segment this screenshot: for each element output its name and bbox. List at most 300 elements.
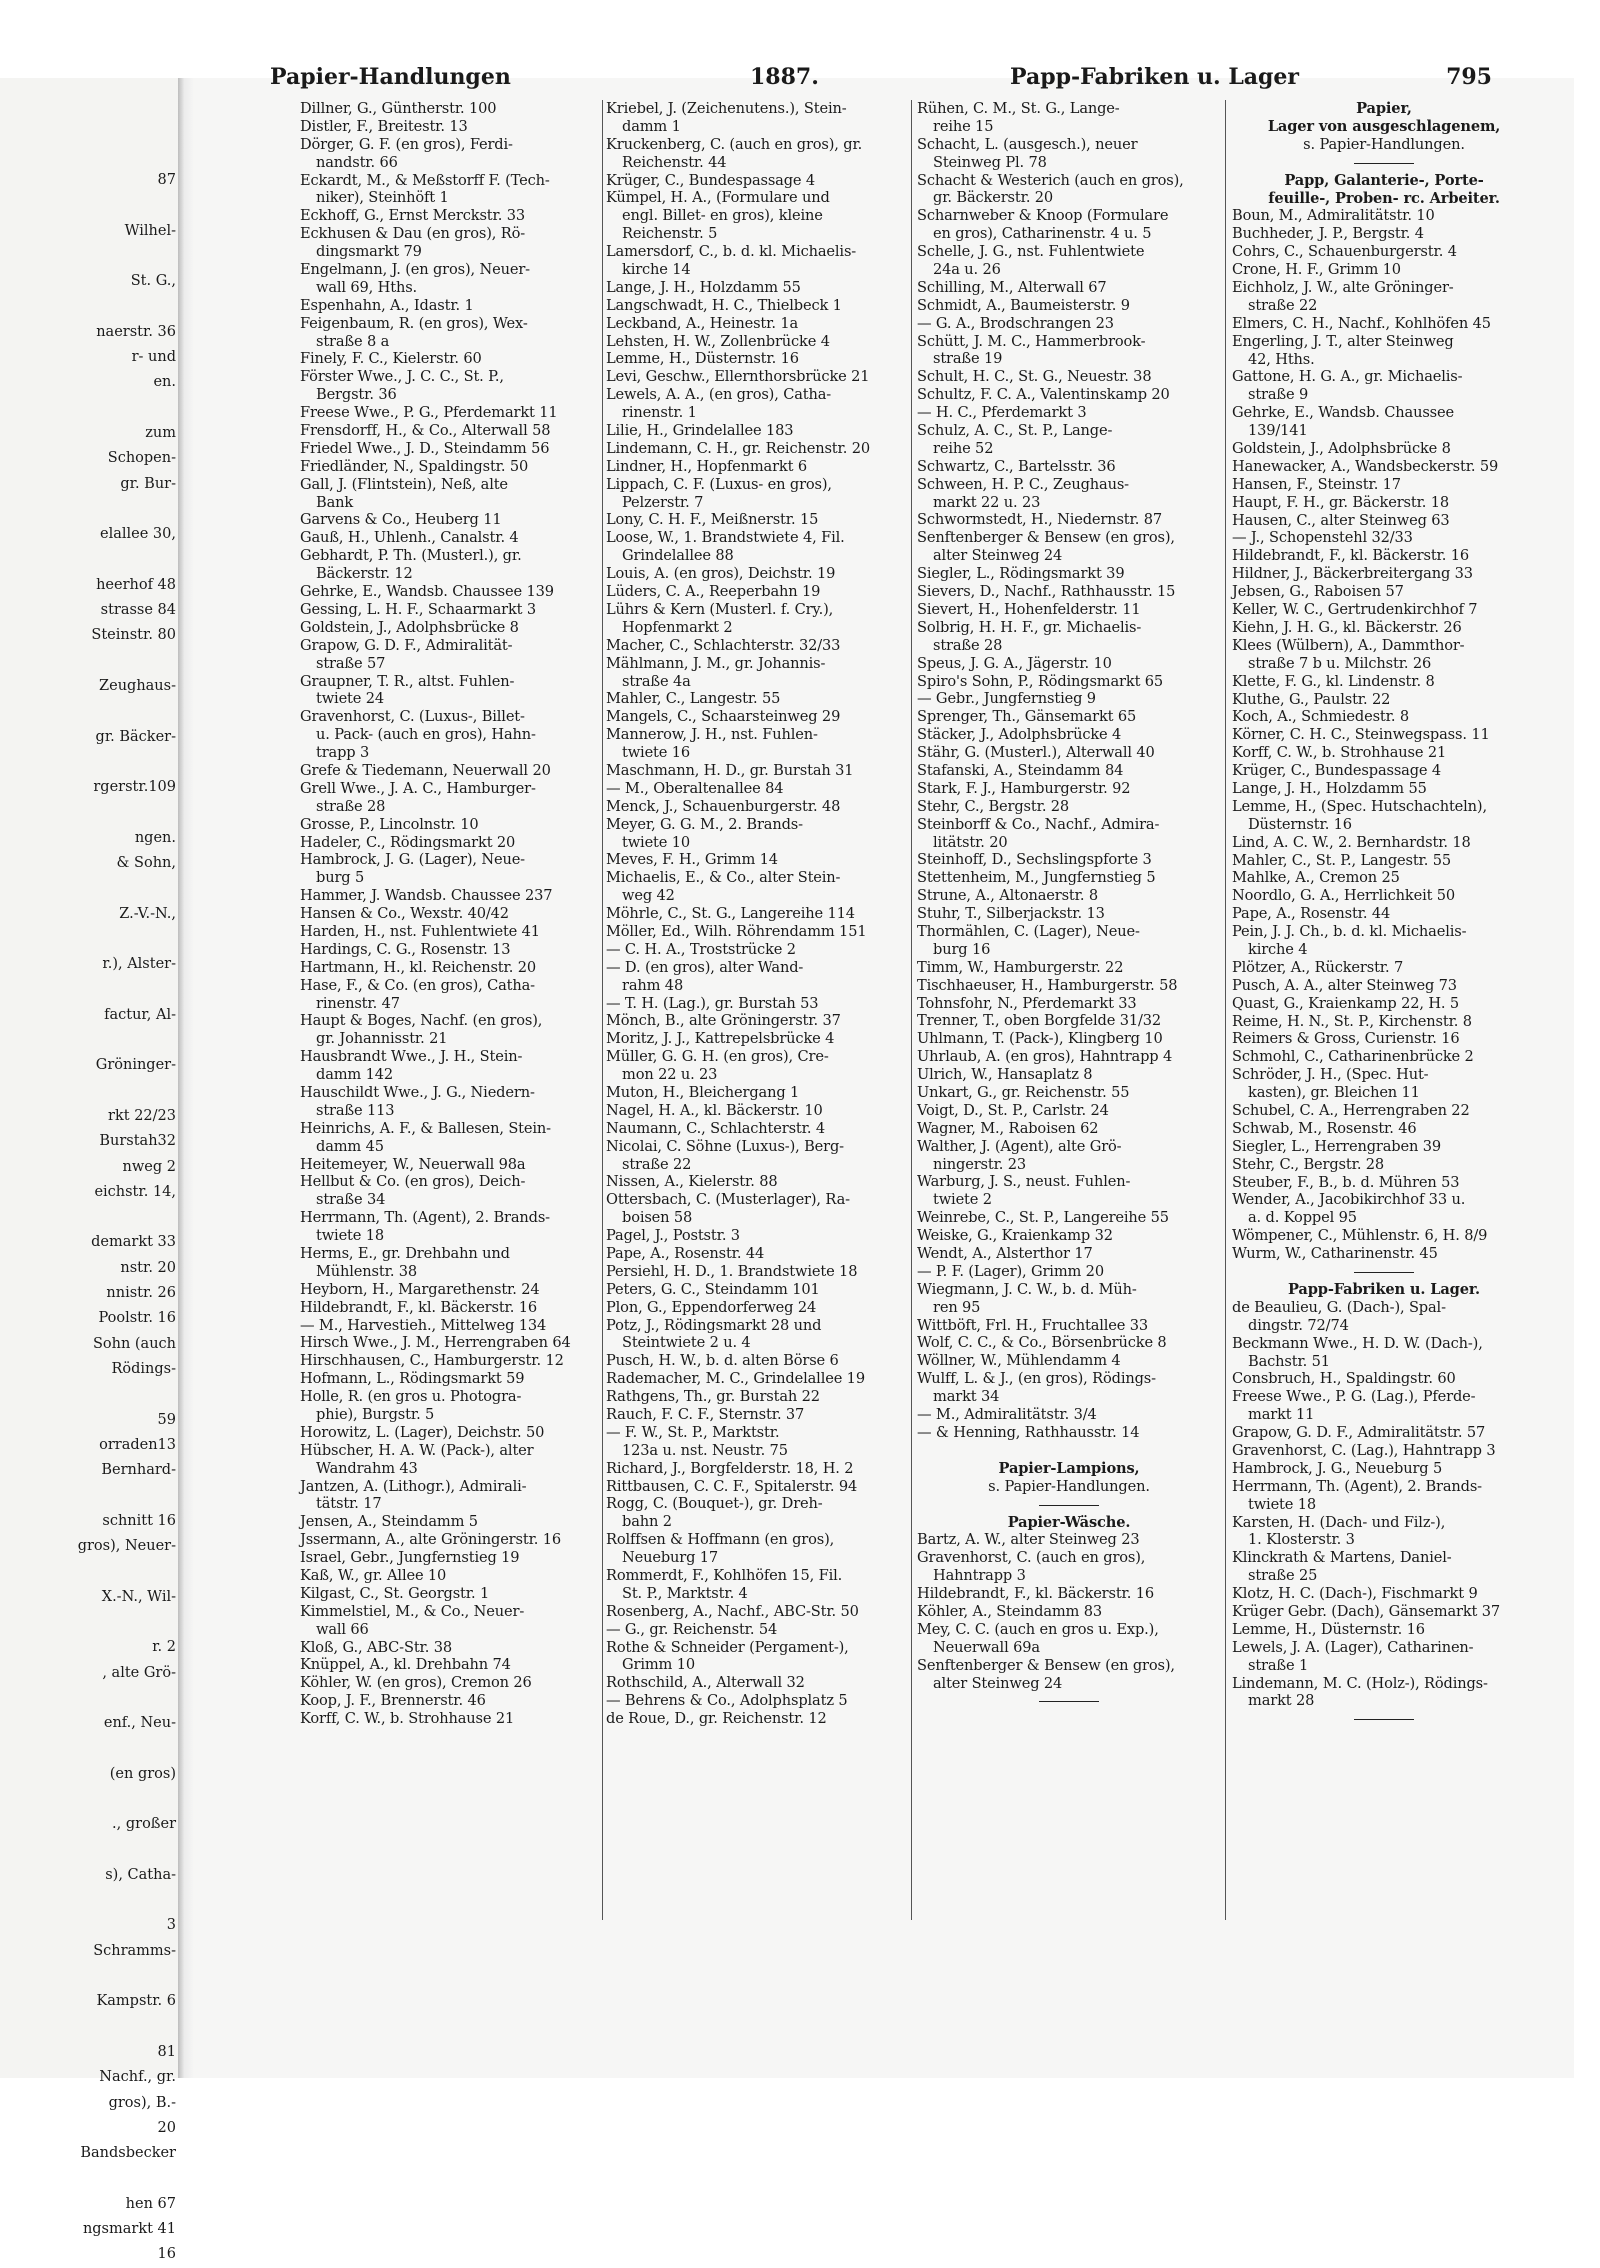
directory-entry [1232,977,1536,995]
entry-line: Lemme, H., (Spec. Hutschachteln), [1232,797,1487,815]
entry-line: Grapow, G. D. F., Admiralitätstr. 57 [1232,1424,1486,1442]
directory-entry [1232,565,1536,583]
directory-entry [606,1173,910,1191]
directory-entry [1232,869,1536,887]
entry-line: Jssermann, A., alte Gröningerstr. 16 [300,1531,562,1549]
entry-line: alter Steinweg 24 [933,1674,1063,1692]
directory-entry [1232,458,1536,476]
previous-page-fragment [4,168,176,2268]
entry-line: 1. Klosterstr. 3 [1248,1531,1355,1549]
previous-page-edge [0,78,180,2263]
directory-entry [300,1603,604,1639]
directory-entry [606,1245,910,1263]
directory-entry [1232,1621,1536,1639]
entry-line: Herrmann, Th. (Agent), 2. Brands- [1232,1477,1482,1495]
directory-entry [917,798,1221,816]
directory-entry [606,243,910,279]
directory-entry [1232,1388,1536,1424]
directory-entry [606,315,910,333]
entry-line: Sprenger, Th., Gänsemarkt 65 [917,708,1137,726]
entry-line: Eichholz, J. W., alte Gröninger- [1232,279,1454,297]
entry-line: Haupt, F. H., gr. Bäckerstr. 18 [1232,493,1450,511]
directory-entry [1232,1639,1536,1675]
entry-line: Stähr, G. (Musterl.), Alterwall 40 [917,744,1155,762]
entry-line: Bachstr. 51 [1248,1352,1330,1370]
directory-entry [606,189,910,243]
directory-entry [300,708,604,762]
directory-entry [606,1048,910,1084]
entry-line: Kilgast, C., St. Georgstr. 1 [300,1584,490,1602]
fragment-line [4,2166,176,2191]
directory-entry [1232,1102,1536,1120]
directory-entry [917,977,1221,995]
section-divider [1232,1263,1536,1281]
entry-line: Reime, H. N., St. P., Kirchenstr. 8 [1232,1012,1472,1030]
entry-line: Lewels, J. A. (Lager), Catharinen- [1232,1638,1474,1656]
fragment-line: Bandsbecker [80,2145,176,2162]
entry-line: Korff, C. W., b. Strohhause 21 [1232,744,1447,762]
entry-line: Louis, A. (en gros), Deichstr. 19 [606,565,836,583]
entry-line: Rathgens, Th., gr. Burstah 22 [606,1388,820,1406]
fragment-line: Bernhard- [101,1462,176,1479]
fragment-line [4,1838,176,1863]
directory-entry [300,619,604,637]
entry-line: Lemme, H., Düsternstr. 16 [1232,1620,1425,1638]
entry-line: Engerling, J. T., alter Steinweg [1232,332,1454,350]
entry-line: s. Papier-Handlungen. [988,1477,1150,1495]
entry-line: Lindner, H., Hopfenmarkt 6 [606,457,807,475]
entry-line: Mahler, C., Langestr. 55 [606,690,781,708]
directory-entry [1232,243,1536,261]
entry-line: Boun, M., Admiralitätstr. 10 [1232,207,1435,225]
entry-line: Lony, C. H. F., Meißnerstr. 15 [606,511,819,529]
directory-entry [300,1209,604,1245]
directory-entry [606,601,910,637]
directory-entry [917,744,1221,762]
directory-entry [1232,887,1536,905]
entry-line: Sievers, D., Nachf., Rathhausstr. 15 [917,583,1176,601]
entry-line: straße 25 [1248,1567,1318,1585]
entry-line: Distler, F., Breitestr. 13 [300,117,468,135]
entry-line: Wittböft, Frl. H., Fruchtallee 33 [917,1316,1149,1334]
entry-line: — M., Harvestieh., Mittelweg 134 [300,1316,547,1334]
entry-line: Steinhoff, D., Sechslingspforte 3 [917,851,1152,869]
directory-entry [606,1406,910,1424]
directory-entry [606,798,910,816]
directory-entry [606,1084,910,1102]
fragment-line: Schopen- [107,450,176,467]
directory-entry [606,1478,910,1496]
entry-line: Haupt & Boges, Nachf. (en gros), [300,1012,543,1030]
directory-entry [917,1585,1221,1603]
entry-line: trapp 3 [316,744,370,762]
directory-entry [917,1138,1221,1174]
directory-entry [606,1710,910,1728]
entry-line: Koch, A., Schmiedestr. 8 [1232,708,1409,726]
entry-line: Warburg, J. S., neust. Fuhlen- [917,1173,1131,1191]
directory-entry [1232,225,1536,243]
directory-entry [300,1281,604,1299]
entry-line: Noordlo, G. A., Herrlichkeit 50 [1232,887,1456,905]
directory-entry [1232,529,1536,547]
directory-entry [1232,619,1536,637]
directory-entry [1232,583,1536,601]
directory-entry [606,583,910,601]
section-heading [1232,1281,1536,1299]
entry-line: de Roue, D., gr. Reichenstr. 12 [606,1710,827,1728]
entry-line: Schmohl, C., Catharinenbrücke 2 [1232,1048,1474,1066]
fragment-line: 3 [166,1917,176,1934]
directory-entry [917,243,1221,279]
entry-line: Thormählen, C. (Lager), Neue- [917,922,1140,940]
entry-line: ren 95 [933,1298,981,1316]
directory-entry [300,762,604,780]
fragment-line: nnistr. 26 [106,1285,176,1302]
directory-entry [917,708,1221,726]
fragment-line [4,497,176,522]
entry-line: Garvens & Co., Heuberg 11 [300,511,502,529]
fragment-line: 87 [157,172,176,188]
entry-line: straße 28 [316,797,386,815]
directory-entry [606,637,910,655]
directory-entry [917,869,1221,887]
directory-entry [1232,1424,1536,1442]
directory-entry [606,172,910,190]
entry-line: Wulff, L. & J., (en gros), Rödings- [917,1370,1156,1388]
entry-line: Menck, J., Schauenburgerstr. 48 [606,797,841,815]
entry-line: dingsmarkt 79 [316,243,422,261]
entry-line: Lange, J. H., Holzdamm 55 [606,278,801,296]
directory-entry [1232,1460,1536,1478]
directory-entry [1232,1335,1536,1371]
entry-line: Rogg, C. (Bouquet-), gr. Dreh- [606,1495,823,1513]
fragment-line [4,1483,176,1508]
fragment-line: rgerstr.109 [93,779,176,796]
directory-entry [606,869,910,905]
entry-line: Eckhoff, G., Ernst Merckstr. 33 [300,207,525,225]
fragment-line [4,1610,176,1635]
entry-line: twiete 24 [316,690,385,708]
entry-line: Hadeler, C., Rödingsmarkt 20 [300,833,516,851]
directory-entry [917,1209,1221,1227]
entry-line: Kümpel, H. A., (Formulare und [606,189,830,207]
directory-entry [917,905,1221,923]
entry-line: Timm, W., Hamburgerstr. 22 [917,958,1124,976]
entry-line: Potz, J., Rödingsmarkt 28 und [606,1316,822,1334]
entry-line: Grapow, G. D. F., Admiralität- [300,636,513,654]
entry-line: Hanewacker, A., Wandsbeckerstr. 59 [1232,457,1499,475]
entry-line: rinenstr. 1 [622,404,697,422]
entry-line: Bartz, A. W., alter Steinweg 23 [917,1531,1140,1549]
directory-entry [606,1639,910,1675]
fragment-line [4,927,176,952]
directory-entry [917,726,1221,744]
entry-line: Wiegmann, J. C. W., b. d. Müh- [917,1280,1137,1298]
directory-entry [917,673,1221,691]
entry-line: Rittbausen, C. C. F., Spitalerstr. 94 [606,1477,858,1495]
fragment-line: 59 [157,1411,176,1428]
entry-line: Scharnweber & Knoop (Formulare [917,207,1169,225]
directory-entry [917,655,1221,673]
directory-entry [917,476,1221,512]
entry-line: de Beaulieu, G. (Dach-), Spal- [1232,1298,1446,1316]
column-rule [911,100,912,1920]
directory-entry [606,1531,910,1567]
directory-entry [917,1531,1221,1549]
entry-line: Crone, H. F., Grimm 10 [1232,261,1401,279]
fragment-line: Burstah32 [99,1133,176,1150]
fragment-line: X.-N., Wil- [101,1588,176,1605]
entry-line: Klinckrath & Martens, Daniel- [1232,1549,1452,1567]
entry-line: Jantzen, A. (Lithogr.), Admirali- [300,1477,527,1495]
entry-line: straße 19 [933,350,1003,368]
directory-entry [1232,368,1536,404]
entry-line: Jensen, A., Steindamm 5 [300,1513,478,1531]
entry-line: Pape, A., Rosenstr. 44 [1232,905,1391,923]
directory-entry [300,1639,604,1657]
directory-entry [300,207,604,225]
directory-entry [300,959,604,977]
entry-line: Spiro's Sohn, P., Rödingsmarkt 65 [917,672,1164,690]
entry-line: Stehr, C., Bergstr. 28 [917,797,1070,815]
directory-entry [1232,404,1536,440]
directory-entry [917,333,1221,369]
directory-entry [606,1352,910,1370]
entry-line: Mannerow, J. H., nst. Fuhlen- [606,726,818,744]
directory-entry [606,565,910,583]
entry-line: Michaelis, E., & Co., alter Stein- [606,869,841,887]
entry-line: 24a u. 26 [933,261,1001,279]
entry-line: ningerstr. 23 [933,1155,1027,1173]
page-header [140,64,1492,94]
entry-line: Mahlke, A., Cremon 25 [1232,869,1400,887]
directory-entry [300,1048,604,1084]
entry-line: Grell Wwe., J. A. C., Hamburger- [300,779,536,797]
entry-line: Schubel, C. A., Herrengraben 22 [1232,1101,1470,1119]
entry-line: Hansen, F., Steinstr. 17 [1232,475,1401,493]
fragment-line: nweg 2 [122,1158,176,1175]
entry-line: Uhlmann, T. (Pack-), Klingberg 10 [917,1030,1163,1048]
fragment-line: rkt 22/23 [108,1107,176,1124]
directory-entry [917,1102,1221,1120]
entry-line: Stehr, C., Bergstr. 28 [1232,1155,1385,1173]
entry-line: twiete 16 [622,744,691,762]
directory-entry [1232,547,1536,565]
fragment-line: Kampstr. 6 [96,1993,176,2010]
entry-line: Keller, W. C., Gertrudenkirchhof 7 [1232,601,1478,619]
fragment-line: 20 [157,2119,176,2136]
fragment-line: Sohn (auch [92,1335,176,1352]
fragment-line [4,1205,176,1230]
directory-entry [917,1084,1221,1102]
directory-entry [300,136,604,172]
entry-line: Richard, J., Borgfelderstr. 18, H. 2 [606,1459,854,1477]
directory-entry [917,1173,1221,1209]
directory-entry [300,172,604,208]
directory-entry [300,511,604,529]
directory-entry [606,1012,910,1030]
directory-entry [606,726,910,762]
section-divider [917,1496,1221,1514]
entry-line: Frensdorff, H., & Co., Alterwall 58 [300,422,551,440]
entry-line: Hardings, C. G., Rosenstr. 13 [300,940,511,958]
directory-entry [1232,315,1536,333]
section-divider [917,1692,1221,1710]
directory-entry [606,816,910,852]
entry-line: Goldstein, J., Adolphsbrücke 8 [300,618,519,636]
directory-entry [917,959,1221,977]
entry-line: Klette, F. G., kl. Lindenstr. 8 [1232,672,1435,690]
entry-line: Strune, A., Altonaerstr. 8 [917,887,1098,905]
entry-line: Eckardt, M., & Meßstorff F. (Tech- [300,171,550,189]
entry-line: Hildebrandt, F., kl. Bäckerstr. 16 [300,1298,538,1316]
entry-line: Stettenheim, M., Jungfernstieg 5 [917,869,1156,887]
directory-entry [606,1317,910,1353]
fragment-line [4,1559,176,1584]
directory-entry [917,386,1221,404]
directory-entry [606,1138,910,1174]
entry-line: dingstr. 72/74 [1248,1316,1349,1334]
entry-line: straße 4a [622,672,691,690]
spacer [917,1442,1221,1460]
entry-line: Gattone, H. G. A., gr. Michaelis- [1232,368,1463,386]
directory-entry [1232,601,1536,619]
directory-entry [917,279,1221,297]
fragment-line: gros), B.- [108,2094,176,2111]
entry-line: Macher, C., Schlachterstr. 32/33 [606,636,841,654]
entry-line: nandstr. 66 [316,153,398,171]
directory-entry [300,1549,604,1567]
entry-line: burg 5 [316,869,365,887]
directory-entry [300,816,604,834]
directory-entry [300,1585,604,1603]
column-3 [917,100,1221,1710]
directory-entry [917,1352,1221,1370]
entry-line: gr. Johannisstr. 21 [316,1030,448,1048]
entry-line: Schmidt, A., Baumeisterstr. 9 [917,296,1130,314]
entry-line: Meyer, G. G. M., 2. Brands- [606,815,803,833]
fragment-line: gros), Neuer- [77,1538,176,1555]
directory-entry [300,977,604,1013]
entry-line: Rothschild, A., Alterwall 32 [606,1674,805,1692]
directory-entry [606,1370,910,1388]
directory-entry [1232,440,1536,458]
directory-entry [300,780,604,816]
entry-line: straße 22 [622,1155,692,1173]
entry-line: Plon, G., Eppendorferweg 24 [606,1298,817,1316]
fragment-line: eichstr. 14, [94,1183,176,1200]
directory-entry [606,1227,910,1245]
entry-line: Hausen, C., alter Steinweg 63 [1232,511,1450,529]
entry-line: Elmers, C. H., Nachf., Kohlhöfen 45 [1232,314,1491,332]
entry-line: Quast, G., Kraienkamp 22, H. 5 [1232,994,1460,1012]
entry-line: wall 66 [316,1620,369,1638]
directory-entry [300,368,604,404]
directory-entry [606,1120,910,1138]
entry-line: Koop, J. F., Brennerstr. 46 [300,1692,486,1710]
entry-line: Lüders, C. A., Reeperbahn 19 [606,583,821,601]
entry-line: kasten), gr. Bleichen 11 [1248,1084,1420,1102]
directory-entry [300,1370,604,1388]
entry-line: Pein, J. J. Ch., b. d. kl. Michaelis- [1232,923,1467,941]
entry-line: Stafanski, A., Steindamm 84 [917,761,1124,779]
section-divider [1232,154,1536,172]
directory-entry [1232,1066,1536,1102]
directory-entry [1232,780,1536,798]
entry-line: straße 113 [316,1101,395,1119]
entry-line: Schelle, J. G., nst. Fuhlentwiete [917,243,1145,261]
page-number: 795 [1446,64,1492,90]
entry-line: Körner, C. H. C., Steinwegspass. 11 [1232,726,1490,744]
entry-line: Mählmann, J. M., gr. Johannis- [606,654,826,672]
entry-line: Solbrig, H. H. F., gr. Michaelis- [917,618,1142,636]
section-heading [917,1460,1221,1478]
fragment-line: factur, Al- [104,1006,176,1023]
directory-entry [917,1281,1221,1317]
directory-entry [1232,1174,1536,1192]
directory-entry [300,315,604,351]
fragment-line [4,750,176,775]
entry-line: Stäcker, J., Adolphsbrücke 4 [917,726,1122,744]
book-fold [178,78,194,2078]
fragment-line [4,1382,176,1407]
entry-line: Pape, A., Rosenstr. 44 [606,1245,765,1262]
directory-entry [606,1102,910,1120]
directory-entry [1232,1299,1536,1335]
entry-line: — D. (en gros), alter Wand- [606,958,804,976]
entry-line: Wömpener, C., Mühlenstr. 6, H. 8/9 [1232,1227,1488,1245]
fragment-line: 81 [157,2043,176,2060]
entry-line: Hausbrandt Wwe., J. H., Stein- [300,1048,523,1066]
directory-entry [300,905,604,923]
directory-entry [917,297,1221,315]
entry-line: Siegler, L., Rödingsmarkt 39 [917,565,1125,583]
entry-line: Lemme, H., Düsternstr. 16 [606,350,799,368]
directory-entry [1232,834,1536,852]
entry-line: Ottersbach, C. (Musterlager), Ra- [606,1191,850,1209]
fragment-line: 16 [157,2246,176,2263]
entry-line: Lehsten, H. W., Zollenbrücke 4 [606,332,830,350]
fragment-line: r- und [131,349,176,366]
directory-entry [1232,1120,1536,1138]
entry-line: — T. H. (Lag.), gr. Burstah 53 [606,994,819,1012]
entry-line: Hambrock, J. G., Neueburg 5 [1232,1459,1443,1477]
directory-entry [917,100,1221,136]
directory-entry [606,386,910,422]
fragment-line: & Sohn, [116,855,176,872]
entry-line: Papp, Galanterie-, Porte- [1284,171,1484,189]
entry-line: kirche 4 [1248,940,1308,958]
directory-entry [300,887,604,905]
entry-line: Wagner, M., Raboisen 62 [917,1119,1099,1137]
directory-entry [300,476,604,512]
directory-entry [300,1674,604,1692]
entry-line: rinenstr. 47 [316,994,400,1012]
entry-line: Freese Wwe., P. G., Pferdemarkt 11 [300,404,558,422]
directory-entry [300,1531,604,1549]
entry-line: tätstr. 17 [316,1495,382,1513]
directory-entry [1232,1048,1536,1066]
entry-line: Schwartz, C., Bartelsstr. 36 [917,457,1116,475]
directory-entry [300,851,604,887]
directory-entry [606,708,910,726]
entry-line: — & Henning, Rathhausstr. 14 [917,1423,1140,1441]
entry-line: Reichenstr. 44 [622,153,727,171]
fragment-line: Nachf., gr. [99,2069,176,2086]
directory-entry [606,655,910,691]
directory-entry [917,780,1221,798]
directory-entry [917,923,1221,959]
